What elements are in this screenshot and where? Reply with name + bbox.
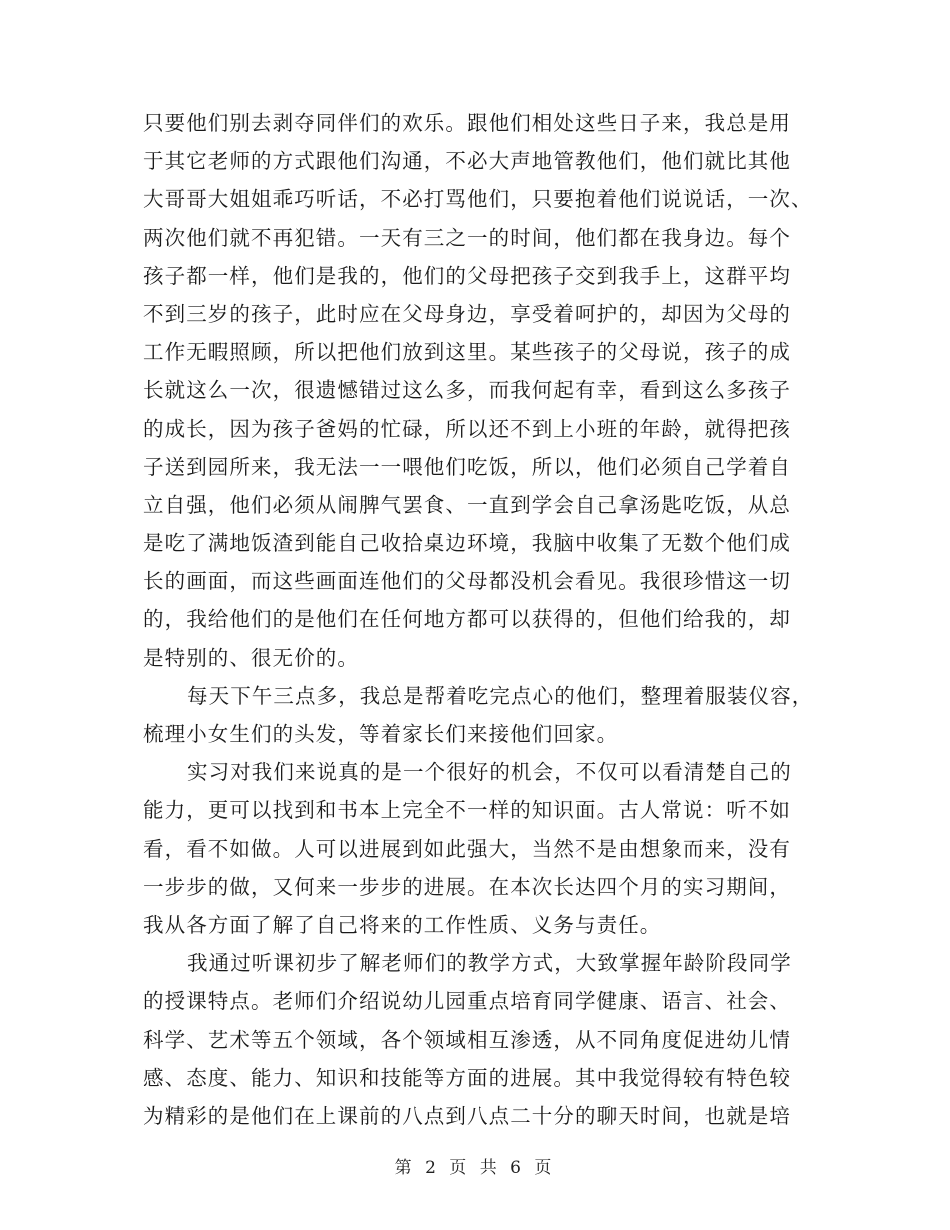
text-line: 的，我给他们的是他们在任何地方都可以获得的，但他们给我的，却 bbox=[143, 607, 791, 632]
text-line: 一步步的做，又何来一步步的进展。在本次长达四个月的实习期间， bbox=[143, 874, 791, 899]
paragraph bbox=[143, 753, 803, 944]
text-line: 两次他们就不再犯错。一天有三之一的时间，他们都在我身边。每个 bbox=[143, 225, 791, 250]
text-line: 长的画面，而这些画面连他们的父母都没机会看见。我很珍惜这一切 bbox=[143, 569, 791, 594]
text-line: 梳理小女生们的头发，等着家长们来接他们回家。 bbox=[143, 722, 619, 746]
text-line: 不到三岁的孩子，此时应在父母身边，享受着呵护的，却因为父母的 bbox=[143, 301, 791, 326]
text-line: 长就这么一次，很遗憾错过这么多，而我何起有幸，看到这么多孩子 bbox=[143, 378, 791, 403]
text-line: 是特别的、很无价的。 bbox=[143, 645, 359, 670]
text-line: 的授课特点。老师们介绍说幼儿园重点培育同学健康、语言、社会、 bbox=[143, 989, 791, 1014]
text-line: 只要他们别去剥夺同伴们的欢乐。跟他们相处这些日子来，我总是用 bbox=[143, 111, 791, 135]
text-line: 的成长，因为孩子爸妈的忙碌，所以还不到上小班的年龄，就得把孩 bbox=[143, 416, 791, 441]
text-line: 子送到园所来，我无法一一喂他们吃饭，所以，他们必须自己学着自 bbox=[143, 454, 791, 479]
text-line: 科学、艺术等五个领域，各个领域相互渗透，从不同角度促进幼儿情 bbox=[143, 1027, 791, 1052]
text-line: 每天下午三点多，我总是帮着吃完点心的他们，整理着服装仪容， bbox=[187, 683, 814, 708]
text-line: 立自强，他们必须从闹脾气罢食、一直到学会自己拿汤匙吃饭，从总 bbox=[143, 492, 791, 517]
text-line: 看，看不如做。人可以进展到如此强大，当然不是由想象而来，没有 bbox=[143, 836, 791, 861]
text-line: 我通过听课初步了解老师们的教学方式，大致掌握年龄阶段同学 bbox=[187, 951, 792, 976]
paragraph bbox=[143, 944, 803, 1135]
text-line: 实习对我们来说真的是一个很好的机会，不仅可以看清楚自己的 bbox=[187, 760, 792, 785]
text-line: 感、态度、能力、知识和技能等方面的进展。其中我觉得较有特色较 bbox=[143, 1065, 791, 1090]
paragraph bbox=[143, 677, 814, 753]
document-body bbox=[143, 104, 814, 1135]
text-line: 大哥哥大姐姐乖巧听话，不必打骂他们，只要抱着他们说说话，一次、 bbox=[143, 187, 813, 212]
page-footer: 第 2 页 共 6 页 bbox=[394, 1158, 556, 1178]
paragraph bbox=[143, 104, 813, 677]
text-line: 我从各方面了解了自己将来的工作性质、义务与责任。 bbox=[143, 912, 662, 937]
text-line: 工作无暇照顾，所以把他们放到这里。某些孩子的父母说，孩子的成 bbox=[143, 340, 791, 365]
text-line: 于其它老师的方式跟他们沟通，不必大声地管教他们，他们就比其他 bbox=[143, 149, 791, 174]
text-line: 孩子都一样，他们是我的，他们的父母把孩子交到我手上，这群平均 bbox=[143, 263, 791, 288]
text-line: 能力，更可以找到和书本上完全不一样的知识面。古人常说：听不如 bbox=[143, 798, 791, 823]
text-line: 是吃了满地饭渣到能自己收拾桌边环境，我脑中收集了无数个他们成 bbox=[143, 531, 791, 556]
text-line: 为精彩的是他们在上课前的八点到八点二十分的聊天时间，也就是培 bbox=[143, 1103, 791, 1128]
